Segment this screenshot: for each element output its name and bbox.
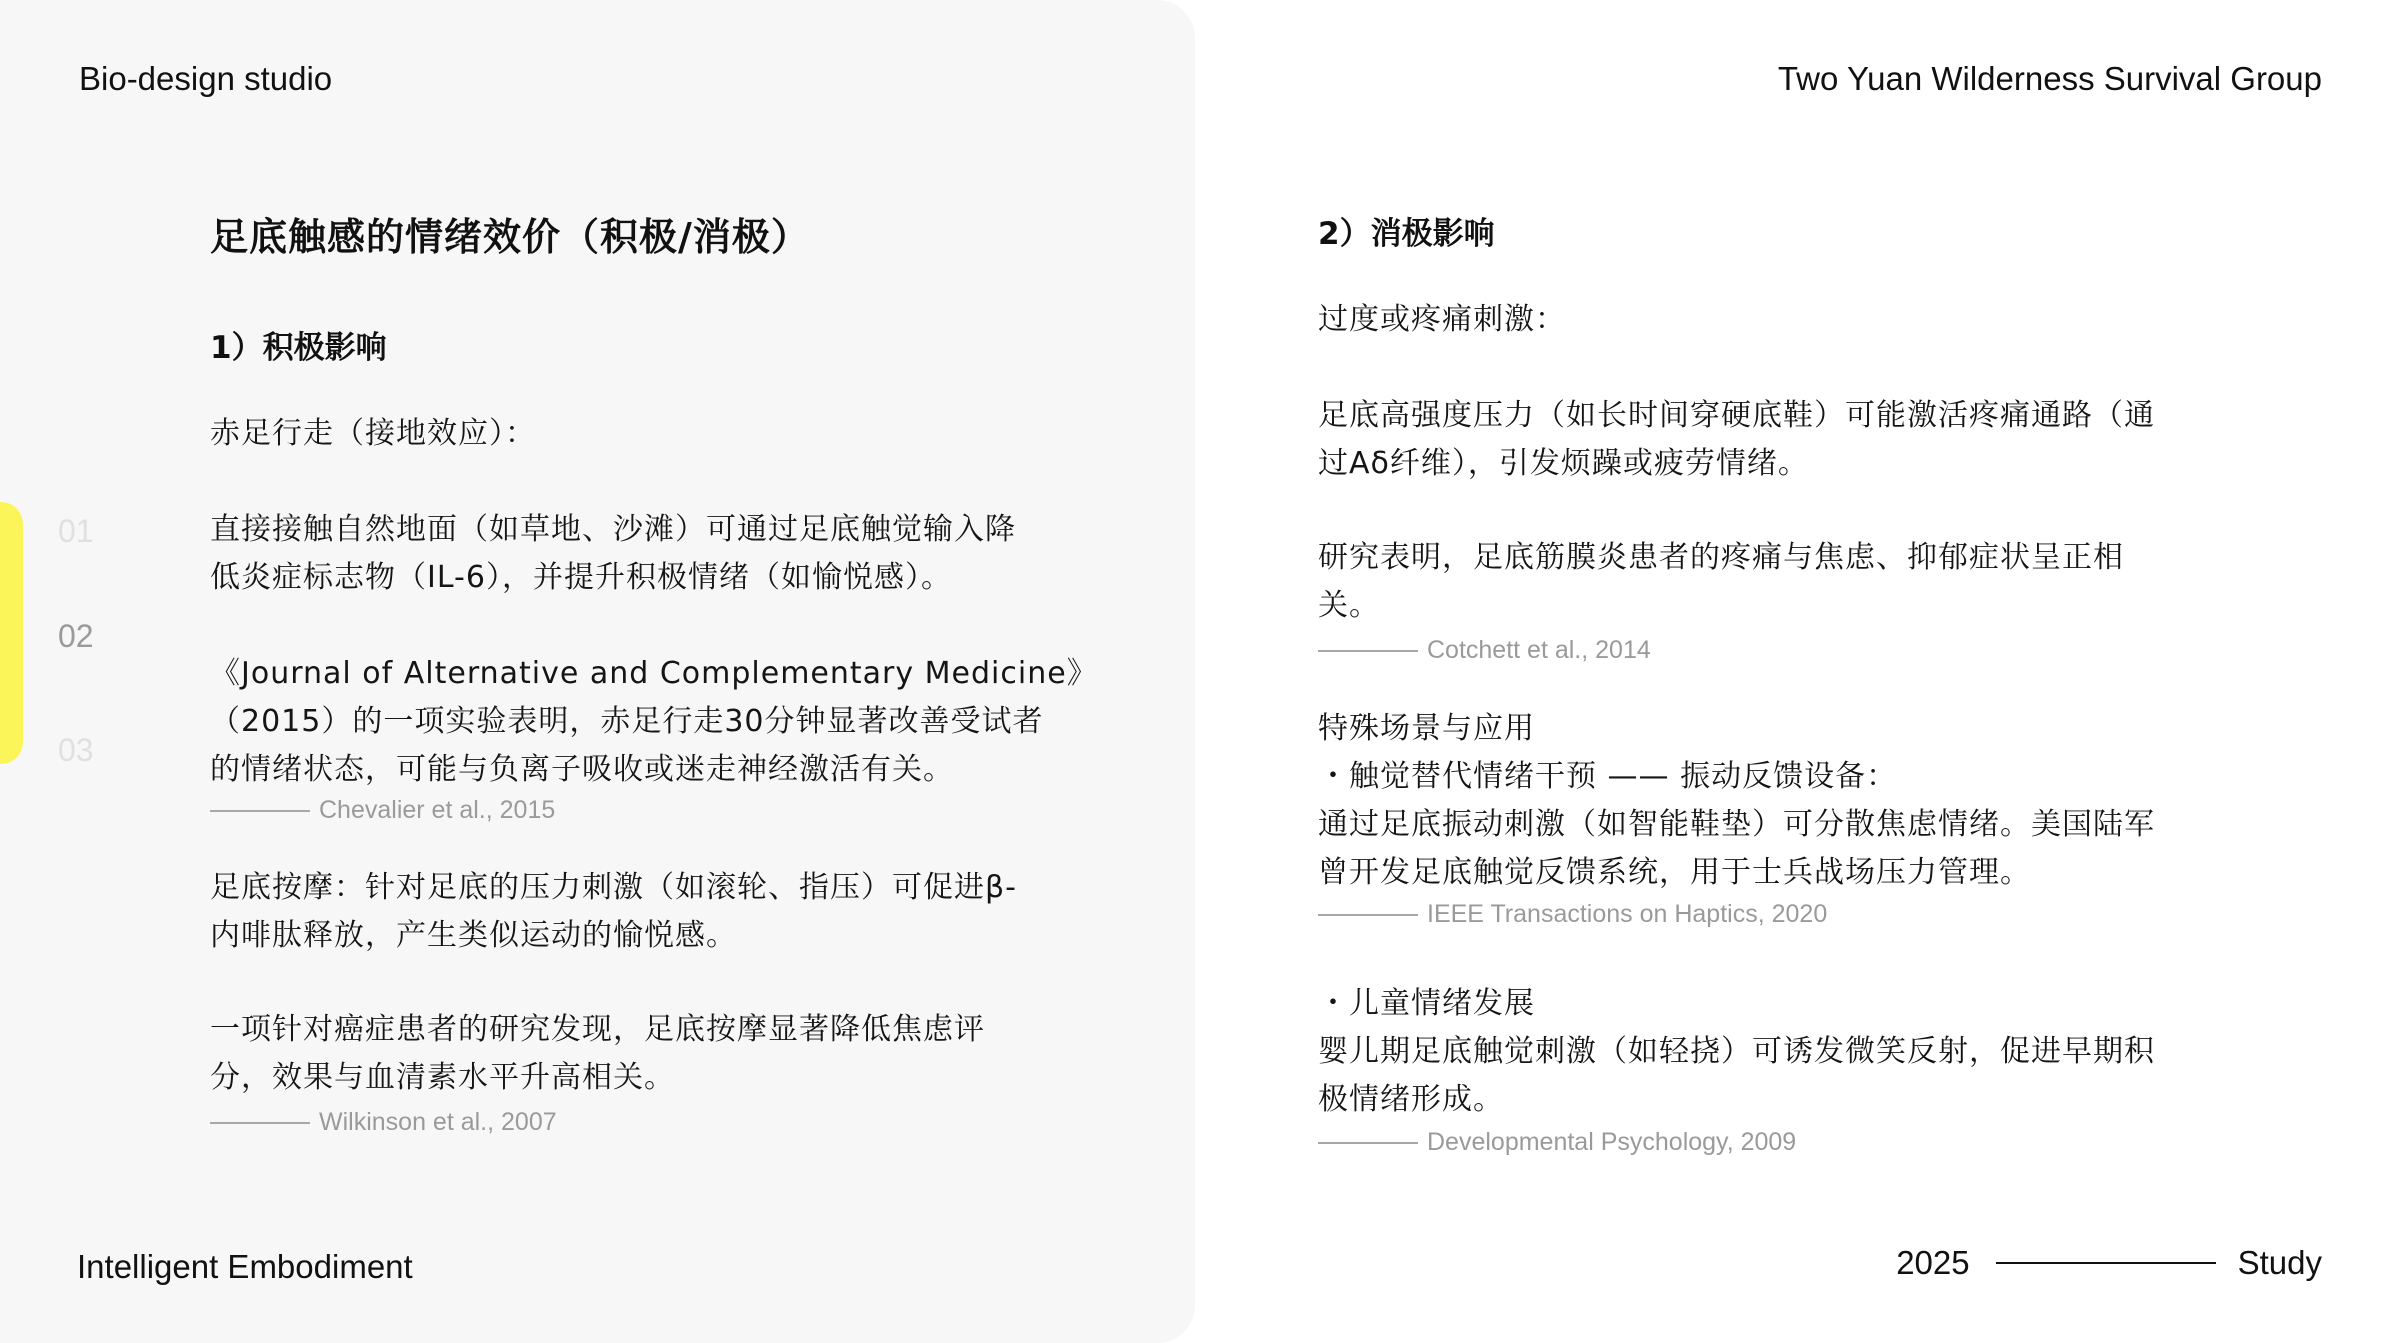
paragraph-line: 《Journal of Alternative and Complementary Medicine》 — [210, 656, 1098, 691]
footer-rule — [1996, 1262, 2216, 1264]
citation-rule — [1318, 650, 1418, 652]
side-nav-item-01[interactable]: 01 — [58, 513, 94, 549]
journal-paragraph — [210, 650, 1098, 794]
side-nav-item-02[interactable]: 02 — [58, 618, 94, 654]
paragraph-line: ・儿童情绪发展 — [1318, 986, 1535, 1021]
citation-text: Chevalier et al., 2015 — [319, 796, 556, 824]
paragraph-line: 特殊场景与应用 — [1318, 711, 1535, 746]
citation-ieee — [1318, 900, 1827, 929]
paragraph-line: 的情绪状态，可能与负离子吸收或迷走神经激活有关。 — [210, 752, 954, 787]
footer-right-label: Study — [2237, 1244, 2322, 1281]
paragraph-line: 关。 — [1318, 588, 1380, 623]
paragraph-line: （2015）的一项实验表明，赤足行走30分钟显著改善受试者 — [210, 704, 1044, 739]
paragraph-line: 足底高强度压力（如长时间穿硬底鞋）可能激活疼痛通路（通 — [1318, 398, 2155, 433]
barefoot-paragraph — [210, 506, 1016, 602]
barefoot-heading: 赤足行走（接地效应）： — [210, 416, 536, 451]
paragraph-line: 通过足底振动刺激（如智能鞋垫）可分散焦虑情绪。美国陆军 — [1318, 807, 2155, 842]
positive-section-heading: 1）积极影响 — [210, 330, 387, 366]
paragraph-line: 婴儿期足底触觉刺激（如轻挠）可诱发微笑反射，促进早期积 — [1318, 1034, 2155, 1069]
side-accent-bar — [0, 502, 23, 764]
citation-text: Cotchett et al., 2014 — [1427, 636, 1651, 664]
citation-text: Wilkinson et al., 2007 — [319, 1108, 557, 1136]
citation-rule — [210, 810, 310, 812]
paragraph-line: 内啡肽释放，产生类似运动的愉悦感。 — [210, 918, 737, 953]
header-left-label: Bio-design studio — [79, 60, 333, 97]
footer-left-label: Intelligent Embodiment — [77, 1248, 413, 1285]
citation-developmental-psychology — [1318, 1128, 1796, 1157]
fasciitis-paragraph — [1318, 534, 2124, 630]
special-applications-paragraph — [1318, 705, 2155, 897]
paragraph-line: 一项针对癌症患者的研究发现，足底按摩显著降低焦虑评 — [210, 1012, 985, 1047]
header-right-label: Two Yuan Wilderness Survival Group — [1777, 60, 2322, 97]
cancer-study-paragraph — [210, 1006, 985, 1102]
paragraph-line: 曾开发足底触觉反馈系统，用于士兵战场压力管理。 — [1318, 855, 2031, 890]
citation-text: IEEE Transactions on Haptics, 2020 — [1427, 900, 1828, 928]
citation-wilkinson — [210, 1108, 557, 1137]
citation-rule — [1318, 1142, 1418, 1144]
massage-paragraph — [210, 864, 1017, 960]
citation-rule — [1318, 914, 1418, 916]
child-development-paragraph — [1318, 980, 2155, 1124]
paragraph-line: 分，效果与血清素水平升高相关。 — [210, 1060, 675, 1095]
paragraph-line: 过Aδ纤维），引发烦躁或疲劳情绪。 — [1318, 446, 1809, 481]
paragraph-line: 极情绪形成。 — [1318, 1082, 1504, 1117]
paragraph-line: 足底按摩：针对足底的压力刺激（如滚轮、指压）可促进β- — [210, 870, 1017, 905]
side-nav-item-03[interactable]: 03 — [58, 732, 94, 768]
paragraph-line: 研究表明，足底筋膜炎患者的疼痛与焦虑、抑郁症状呈正相 — [1318, 540, 2124, 575]
negative-section-heading: 2）消极影响 — [1318, 216, 1495, 252]
footer-right-group — [1896, 1244, 2322, 1282]
footer-year: 2025 — [1896, 1244, 1970, 1281]
paragraph-line: 直接接触自然地面（如草地、沙滩）可通过足底触觉输入降 — [210, 512, 1016, 547]
citation-rule — [210, 1122, 310, 1124]
paragraph-line: 低炎症标志物（IL-6），并提升积极情绪（如愉悦感）。 — [210, 560, 952, 595]
paragraph-line: ・触觉替代情绪干预 —— 振动反馈设备： — [1318, 759, 1898, 794]
pain-heading: 过度或疼痛刺激： — [1318, 302, 1566, 337]
citation-cotchett — [1318, 636, 1651, 665]
pain-paragraph — [1318, 392, 2155, 488]
citation-chevalier — [210, 796, 555, 825]
page-title: 足底触感的情绪效价（积极/消极） — [210, 215, 810, 259]
citation-text: Developmental Psychology, 2009 — [1427, 1128, 1797, 1156]
